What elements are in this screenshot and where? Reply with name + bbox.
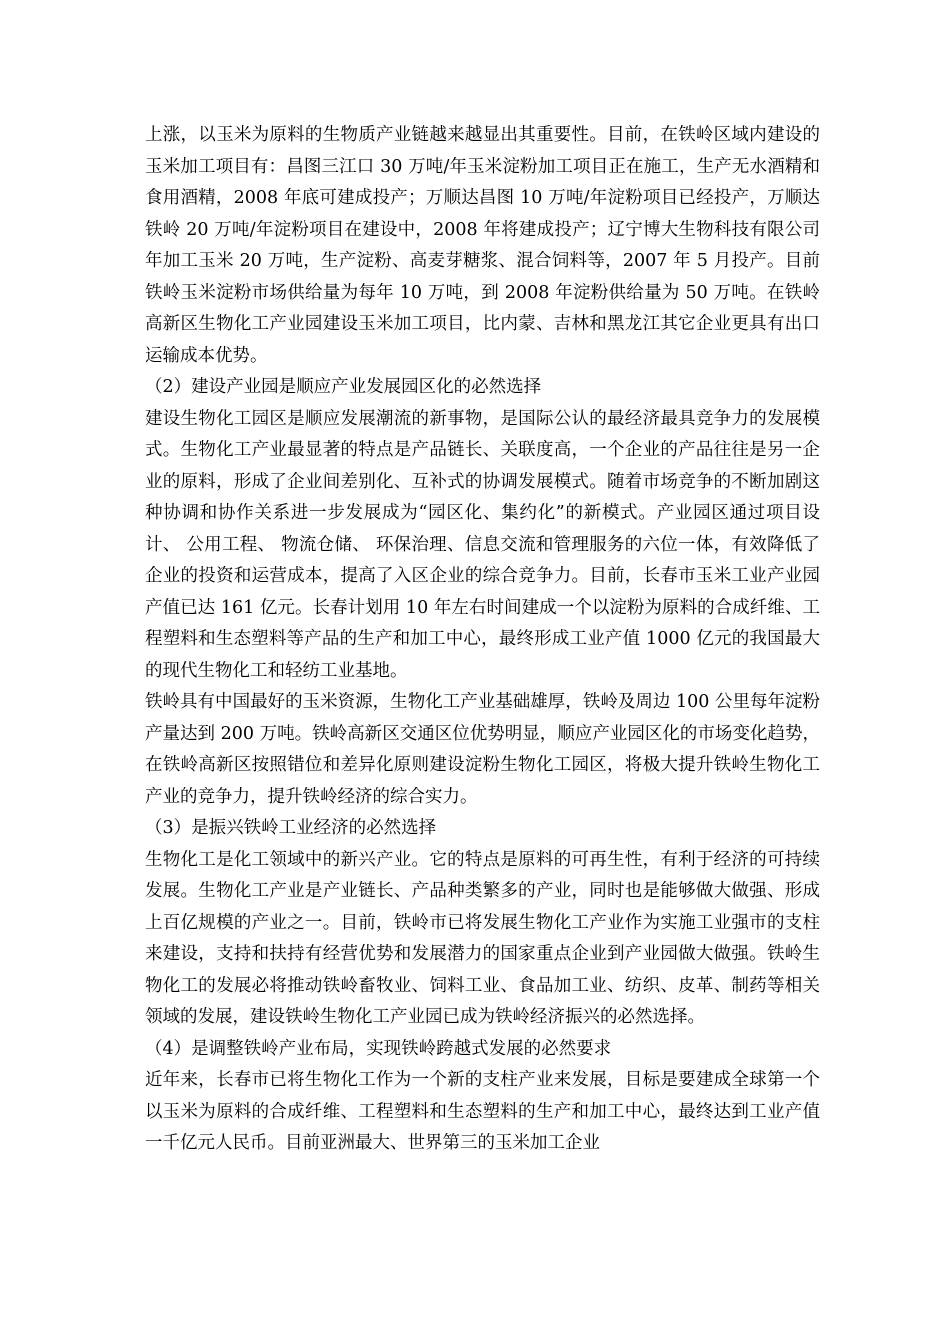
section-heading-3: （3）是振兴铁岭工业经济的必然选择 <box>145 818 437 838</box>
section-heading-4: （4）是调整铁岭产业布局，实现铁岭跨越式发展的必然要求 <box>145 1038 612 1059</box>
paragraph-industrial-park-model: 建设生物化工园区是顺应发展潮流的新事物，是国际公认的最经济最具竞争力的发展模式。生物化工产业最显著的特点是产品链长、关联度高，一个企业的产品往往是另一企业的原料，形成了企业间差别化、互补式的协调发展模式。随着市场竞争的不断加剧这种协调和协作关系进一步发展成为“园区化、集约化”的新模式。产业园区通过项目设计、 公用工程、 物流仓储、 环保治理、信息交流和管理服务的六位一体，有效降低了企业的投资和运营成本，提高了入区企业的综合竞争力。目前，长春市玉米工业产业园产值已达 161 亿元。长春计划用 10 年左右时间建成一个以淀粉为原料的合成纤维、工程塑料和生态塑料等产品的生产和加工中心，最终形成工业产值 1000 亿元的我国最大的现代生物化工和轻纺工业基地。 <box>145 408 820 681</box>
paragraph-tieling-advantages: 铁岭具有中国最好的玉米资源，生物化工产业基础雄厚，铁岭及周边 100 公里每年淀粉产量达到 200 万吨。铁岭高新区交通区位优势明显，顺应产业园区化的市场变化趋势，在铁岭高新区按照错位和差异化原则建设淀粉生物化工园区，将极大提升铁岭生物化工产业的竞争力，提升铁岭经济的综合实力。 <box>145 692 820 807</box>
paragraph-corn-processing-projects: 上涨，以玉米为原料的生物质产业链越来越显出其重要性。目前，在铁岭区域内建设的玉米加工项目有：昌图三江口 30 万吨/年玉米淀粉加工项目正在施工，生产无水酒精和食用酒精，2008 年底可建成投产；万顺达昌图 10 万吨/年淀粉项目已经投产，万顺达铁岭 20 万吨/年淀粉项目在建设中，2008 年将建成投产；辽宁博大生物科技有限公司年加工玉米 20 万吨，生产淀粉、高麦芽糖浆、混合饲料等，2007 年 5 月投产。目前铁岭玉米淀粉市场供给量为每年 10 万吨，到 2008 年淀粉供给量为 50 万吨。在铁岭高新区生物化工产业园建设玉米加工项目，比内蒙、吉林和黑龙江其它企业更具有出口运输成本优势。 <box>145 125 820 366</box>
paragraph-biochemical-industry: 生物化工是化工领域中的新兴产业。它的特点是原料的可再生性，有利于经济的可持续发展。生物化工产业是产业链长、产品种类繁多的产业，同时也是能够做大做强、形成上百亿规模的产业之一。目前，铁岭市已将发展生物化工产业作为实施工业强市的支柱来建设，支持和扶持有经营优势和发展潜力的国家重点企业到产业园做大做强。铁岭生物化工的发展必将推动铁岭畜牧业、饲料工业、食品加工业、纺织、皮革、制药等相关领域的发展，建设铁岭生物化工产业园已成为铁岭经济振兴的必然选择。 <box>145 849 820 1027</box>
document-body <box>145 120 820 1160</box>
section-heading-2: （2）建设产业园是顺应产业发展园区化的必然选择 <box>145 377 542 397</box>
paragraph-changchun-goals: 近年来，长春市已将生物化工作为一个新的支柱产业来发展，目标是要建成全球第一个以玉米为原料的合成纤维、工程塑料和生态塑料的生产和加工中心，最终达到工业产值一千亿元人民币。目前亚洲最大、世界第三的玉米加工企业 <box>145 1070 820 1153</box>
